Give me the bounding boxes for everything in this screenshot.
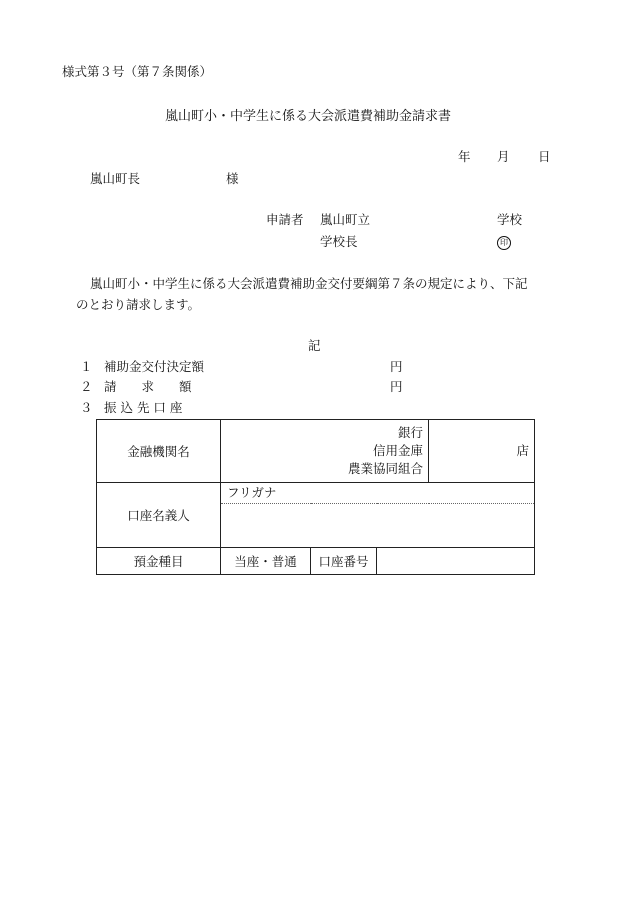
date-year-label: 年	[458, 149, 471, 164]
school-prefix: 嵐山町立	[320, 212, 371, 227]
branch-suffix: 店	[516, 443, 530, 458]
institution-type-agri-coop: 農業協同組合	[348, 461, 424, 476]
institution-type-bank: 銀行	[398, 425, 424, 440]
account-number-label: 口座番号	[318, 554, 369, 569]
item-number: ２	[80, 379, 93, 394]
date-month-label: 月	[497, 149, 510, 164]
account-number-field[interactable]	[377, 548, 535, 575]
holder-label: 口座名義人	[127, 508, 190, 523]
seal-icon: 印	[497, 236, 511, 250]
item-number: ３	[80, 400, 93, 415]
holder-name-field[interactable]	[221, 504, 535, 548]
institution-type-credit-union: 信用金庫	[373, 443, 424, 458]
item-label: 請 求 額	[104, 379, 192, 394]
deposit-type-options: 当座・普通	[234, 554, 297, 569]
holder-label-cell	[97, 483, 221, 548]
body-text-line2: のとおり請求します。	[76, 297, 201, 312]
item-unit: 円	[390, 359, 403, 374]
document-title: 嵐山町小・中学生に係る大会派遣費補助金請求書	[165, 109, 452, 124]
addressee-name: 嵐山町長	[90, 171, 141, 186]
form-number: 様式第３号（第７条関係）	[62, 64, 213, 79]
principal-label: 学校長	[320, 234, 358, 249]
institution-name-cell[interactable]	[221, 420, 429, 483]
bank-account-table	[96, 419, 535, 575]
item-label: 振 込 先 口 座	[104, 400, 183, 415]
item-label: 補助金交付決定額	[104, 359, 205, 374]
deposit-type-label: 預金種目	[133, 554, 184, 569]
furigana-field[interactable]	[221, 483, 535, 504]
body-text-line1: 嵐山町小・中学生に係る大会派遣費補助金交付要綱第７条の規定により、下記	[90, 276, 528, 291]
institution-label-cell	[97, 420, 221, 483]
institution-label: 金融機関名	[127, 444, 190, 459]
school-suffix: 学校	[497, 212, 523, 227]
ki-heading: 記	[308, 338, 321, 353]
item-number: １	[80, 359, 93, 374]
furigana-label: フリガナ	[227, 485, 277, 500]
branch-cell[interactable]	[429, 420, 535, 483]
deposit-type-options-cell[interactable]	[221, 548, 311, 575]
date-day-label: 日	[538, 149, 551, 164]
applicant-label: 申請者	[266, 212, 304, 227]
item-unit: 円	[390, 379, 403, 394]
deposit-type-label-cell	[97, 548, 221, 575]
seal-mark	[497, 235, 511, 250]
account-number-label-cell	[311, 548, 377, 575]
addressee-honorific: 様	[226, 171, 239, 186]
